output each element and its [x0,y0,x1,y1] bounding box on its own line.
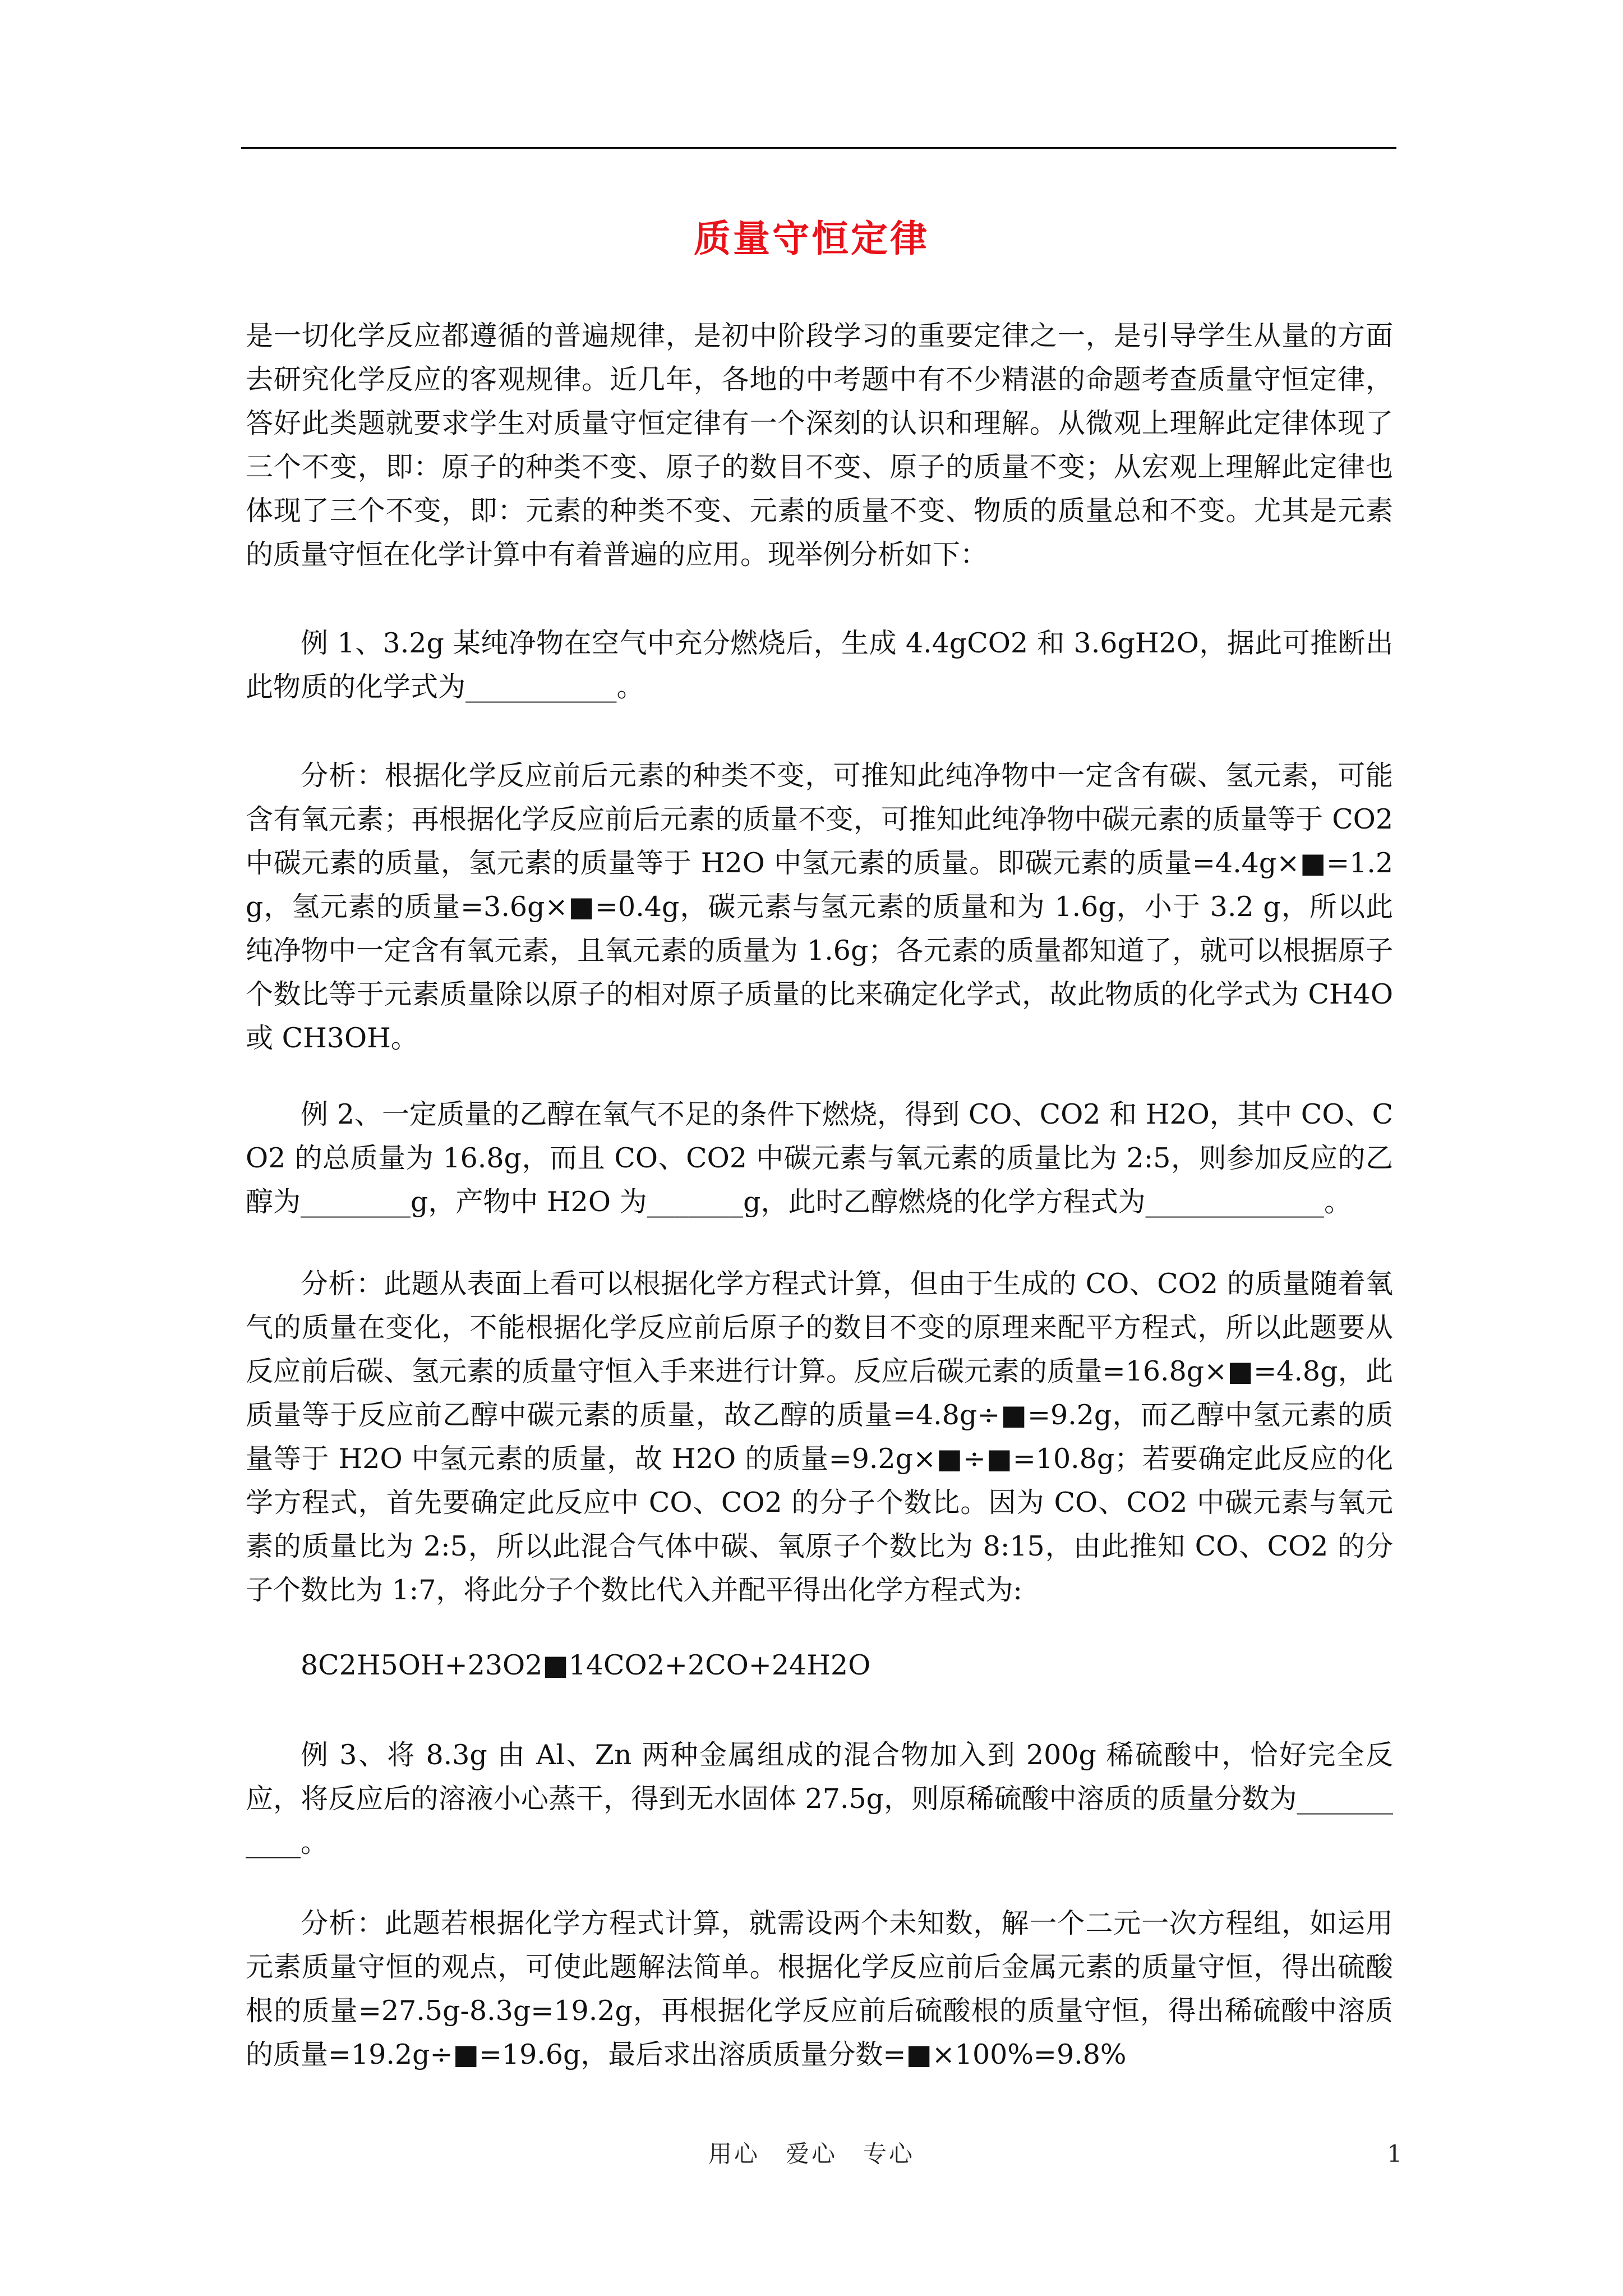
footer-motto: 用心 爱心 专心 [708,2140,915,2168]
intro-paragraph: 是一切化学反应都遵循的普遍规律，是初中阶段学习的重要定律之一，是引导学生从量的方面去研究化学反应的客观规律。近几年，各地的中考题中有不少精湛的命题考查质量守恒定律，答好此类题就要求学生对质量守恒定律有一个深刻的认识和理解。从微观上理解此定律体现了三个不变，即：原子的种类不变、原子的数目不变、原子的质量不变；从宏观上理解此定律也体现了三个不变，即：元素的种类不变、元素的质量不变、物质的质量总和不变。尤其是元素的质量守恒在化学计算中有着普遍的应用。现举例分析如下： [246,320,1393,570]
chemical-equation: 8C2H5OH+23O2■14CO2+2CO+24H2O [301,1649,871,1681]
example-2-question: 例 2、一定质量的乙醇在氧气不足的条件下燃烧，得到 CO、CO2 和 H2O，其中 CO、CO2 的总质量为 16.8g，而且 CO、CO2 中碳元素与氧元素的质量比为 2:5，则参加反应的乙醇为________g，产物中 H2O 为_______g，此时乙醇燃烧的化学方程式为_____________。 [246,1098,1393,1218]
example-3-analysis: 分析：此题若根据化学方程式计算，就需设两个未知数，解一个二元一次方程组，如运用元素质量守恒的观点，可使此题解法简单。根据化学反应前后金属元素的质量守恒，得出硫酸根的质量=27.5g-8.3g=19.2g，再根据化学反应前后硫酸根的质量守恒，得出稀硫酸中溶质的质量=19.2g÷■=19.6g，最后求出溶质质量分数=■×100%=9.8% [246,1907,1393,2070]
example-3-question: 例 3、将 8.3g 由 Al、Zn 两种金属组成的混合物加入到 200g 稀硫酸中，恰好完全反应，将反应后的溶液小心蒸干，得到无水固体 27.5g，则原稀硫酸中溶质的质量分数为___________。 [246,1739,1393,1858]
example-2-analysis: 分析：此题从表面上看可以根据化学方程式计算，但由于生成的 CO、CO2 的质量随着氧气的质量在变化，不能根据化学反应前后原子的数目不变的原理来配平方程式，所以此题要从反应前后碳、氢元素的质量守恒入手来进行计算。反应后碳元素的质量=16.8g×■=4.8g，此质量等于反应前乙醇中碳元素的质量，故乙醇的质量=4.8g÷■=9.2g，而乙醇中氢元素的质量等于 H2O 中氢元素的质量，故 H2O 的质量=9.2g×■÷■=10.8g；若要确定此反应的化学方程式，首先要确定此反应中 CO、CO2 的分子个数比。因为 CO、CO2 中碳元素与氧元素的质量比为 2:5，所以此混合气体中碳、氧原子个数比为 8:15，由此推知 CO、CO2 的分子个数比为 1:7，将此分子个数比代入并配平得出化学方程式为: [246,1268,1393,1606]
header-rule [241,147,1396,149]
page-number: 1 [1387,2140,1402,2168]
example-1-analysis: 分析：根据化学反应前后元素的种类不变，可推知此纯净物中一定含有碳、氢元素，可能含有氧元素；再根据化学反应前后元素的质量不变，可推知此纯净物中碳元素的质量等于 CO2 中碳元素的质量，氢元素的质量等于 H2O 中氢元素的质量。即碳元素的质量=4.4g×■=1.2g，氢元素的质量=3.6g×■=0.4g，碳元素与氢元素的质量和为 1.6g，小于 3.2 g，所以此纯净物中一定含有氧元素，且氧元素的质量为 1.6g；各元素的质量都知道了，就可以根据原子个数比等于元素质量除以原子的相对原子质量的比来确定化学式，故此物质的化学式为 CH4O 或 CH3OH。 [246,760,1393,1054]
page-title: 质量守恒定律 [694,217,929,260]
example-1-question: 例 1、3.2g 某纯净物在空气中充分燃烧后，生成 4.4gCO2 和 3.6gH2O，据此可推断出此物质的化学式为___________。 [246,627,1393,703]
